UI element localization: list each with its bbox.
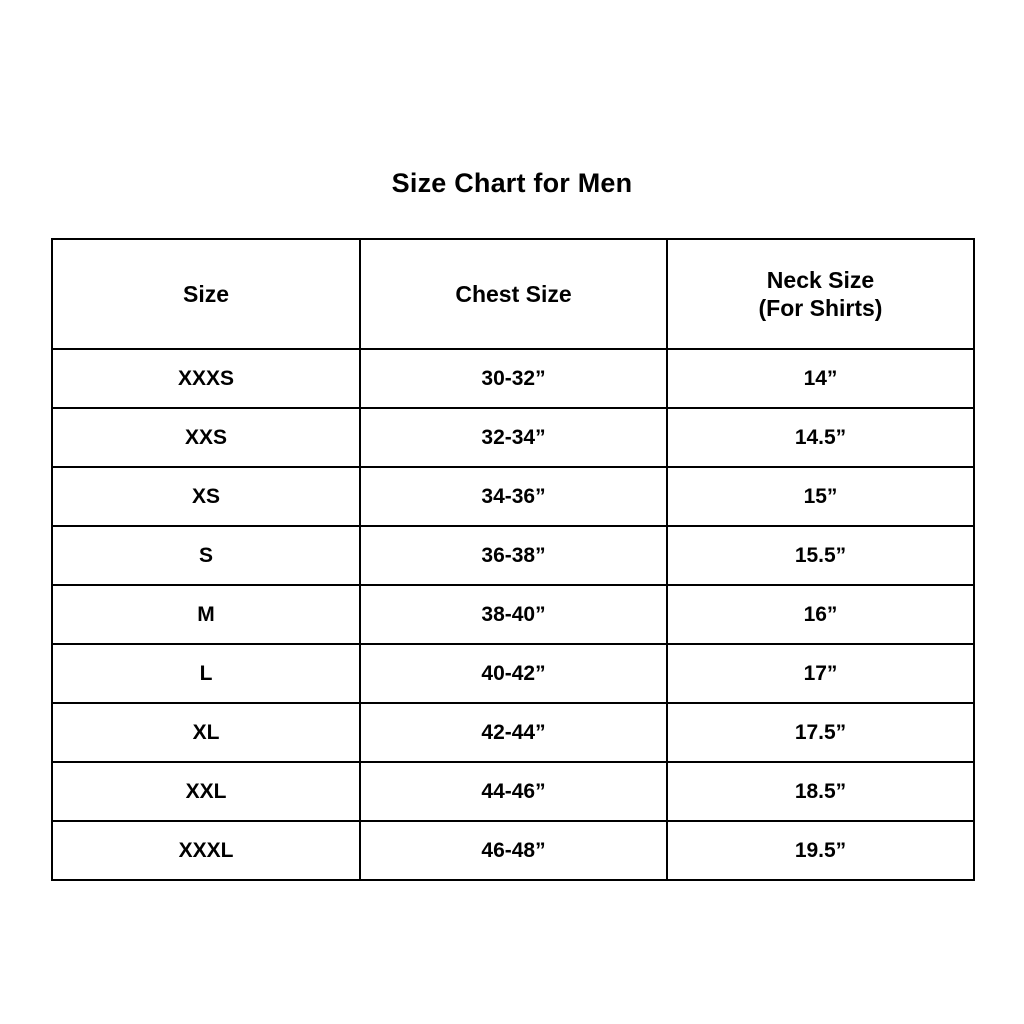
table-row: [52, 644, 974, 703]
cell-size: XXS: [52, 408, 360, 467]
cell-neck: 17.5”: [667, 703, 974, 762]
cell-size: XXXS: [52, 349, 360, 408]
cell-chest: 32-34”: [360, 408, 667, 467]
table-row: [52, 821, 974, 880]
table-row: [52, 349, 974, 408]
cell-neck: 14.5”: [667, 408, 974, 467]
size-chart-table-container: [51, 238, 973, 881]
cell-neck: 15”: [667, 467, 974, 526]
table-body: [52, 349, 974, 880]
column-header-size-label: Size: [182, 280, 230, 307]
cell-neck: 18.5”: [667, 762, 974, 821]
cell-chest: 40-42”: [360, 644, 667, 703]
cell-chest: 36-38”: [360, 526, 667, 585]
column-header-neck-size-sublabel: (For Shirts): [758, 295, 883, 321]
column-header-size: [52, 239, 360, 349]
cell-neck: 15.5”: [667, 526, 974, 585]
cell-chest: 30-32”: [360, 349, 667, 408]
table-row: [52, 526, 974, 585]
table-row: [52, 762, 974, 821]
cell-neck: 19.5”: [667, 821, 974, 880]
table-row: [52, 703, 974, 762]
cell-neck: 17”: [667, 644, 974, 703]
cell-chest: 44-46”: [360, 762, 667, 821]
cell-chest: 38-40”: [360, 585, 667, 644]
cell-chest: 42-44”: [360, 703, 667, 762]
column-header-chest-size: [360, 239, 667, 349]
cell-size: XXL: [52, 762, 360, 821]
cell-size: XL: [52, 703, 360, 762]
cell-chest: 46-48”: [360, 821, 667, 880]
cell-neck: 16”: [667, 585, 974, 644]
cell-size: S: [52, 526, 360, 585]
column-header-neck-size: [667, 239, 974, 349]
table-header-row: [52, 239, 974, 349]
page-title: Size Chart for Men: [391, 168, 633, 198]
table-row: [52, 408, 974, 467]
cell-size: L: [52, 644, 360, 703]
column-header-chest-size-label: Chest Size: [455, 280, 572, 307]
size-chart-table: [51, 238, 975, 881]
cell-size: XS: [52, 467, 360, 526]
table-header: [52, 239, 974, 349]
cell-chest: 34-36”: [360, 467, 667, 526]
table-row: [52, 467, 974, 526]
table-row: [52, 585, 974, 644]
cell-size: XXXL: [52, 821, 360, 880]
cell-size: M: [52, 585, 360, 644]
cell-neck: 14”: [667, 349, 974, 408]
column-header-neck-size-label: Neck Size: [766, 266, 875, 293]
